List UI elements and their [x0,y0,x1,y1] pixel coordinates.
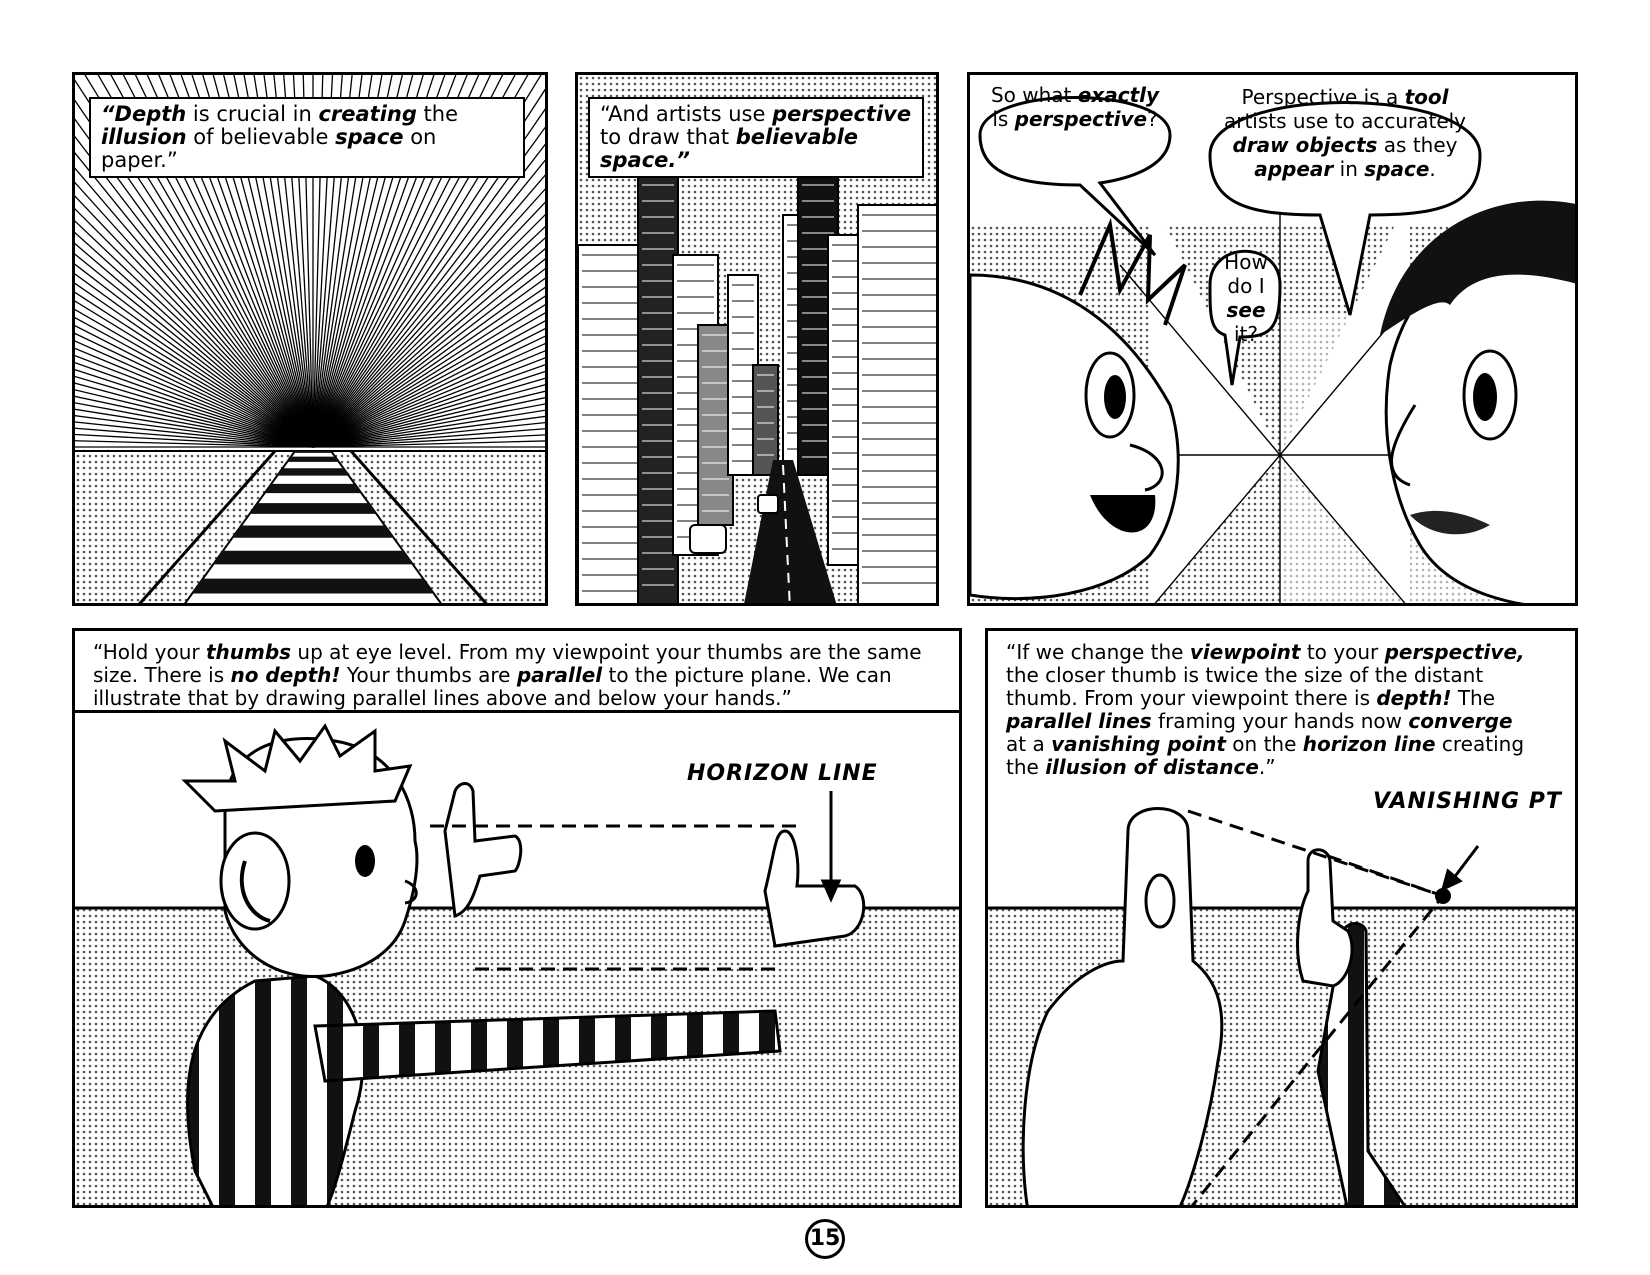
text-run: on paper.” [101,125,437,172]
vanishing-point-label: VANISHING PT [1373,789,1562,814]
emphasized-text: perspective [772,102,912,126]
caption-text [600,102,911,172]
emphasized-text: draw objects [1232,133,1378,157]
boy-thumbs-illustration [75,631,962,1208]
page-number: 15 [805,1219,845,1259]
emphasized-text: “Depth [101,102,187,126]
panel-depth [72,72,548,606]
text-run: The [1451,686,1496,710]
emphasized-text: believable space.” [600,125,859,172]
caption-text [1006,640,1525,779]
text-run: to draw that [600,125,736,149]
bubble-text [991,83,1159,131]
emphasized-text: illusion [101,125,187,149]
text-run: to the picture plane. We can illustrate that by drawing parallel lines above and below your hands.” [93,663,892,710]
text-run: as they [1377,133,1458,157]
text-run: the [416,102,459,126]
text-run: creating the [1006,732,1525,779]
speech-bubble-question [990,83,1160,131]
speech-bubble-answer [1220,85,1470,181]
bubble-text [1224,250,1268,346]
text-run: .” [1258,755,1276,779]
text-run: at a [1006,732,1052,756]
speech-bubble-how [1218,250,1274,346]
emphasized-text: see [1226,298,1266,322]
emphasized-text: vanishing point [1051,732,1226,756]
emphasized-text: depth! [1376,686,1452,710]
emphasized-text: tool [1404,85,1449,109]
panel-city [575,72,939,606]
emphasized-text: appear [1254,157,1334,181]
emphasized-text: parallel [516,663,603,687]
text-run: “And artists use [600,102,773,126]
emphasized-text: exactly [1077,83,1160,107]
caption-text [101,102,458,172]
text-run: is [992,107,1015,131]
emphasized-text: illusion of distance [1045,755,1259,779]
caption-thumbs [75,631,959,713]
emphasized-text: thumbs [205,640,292,664]
emphasized-text: space [1364,157,1430,181]
text-run: “Hold your [93,640,206,664]
emphasized-text: perspective [1014,107,1148,131]
caption-text [93,640,922,710]
text-run: Your thumbs are [340,663,517,687]
panel-faces [967,72,1578,606]
text-run: “If we change the [1006,640,1190,664]
caption-perspective-thumbs [988,631,1548,789]
emphasized-text: converge [1408,709,1513,733]
text-run: it? [1233,322,1258,346]
text-run: up at eye level. From my viewpoint your thumbs are the same size. There is [93,640,922,687]
text-run: ? [1147,107,1158,131]
emphasized-text: space [335,125,404,149]
emphasized-text: no depth! [230,663,341,687]
panel-thumbs-parallel [72,628,962,1208]
text-run: artists use to accurately [1223,109,1467,133]
emphasized-text: creating [318,102,417,126]
text-run: in [1333,157,1365,181]
text-run: So what [990,83,1078,107]
text-run: of believable [186,125,336,149]
text-run: on the [1225,732,1303,756]
caption-depth [89,97,525,178]
bubble-text [1224,85,1466,181]
text-run: is crucial in [186,102,319,126]
emphasized-text: viewpoint [1189,640,1301,664]
text-run: framing your hands now [1151,709,1409,733]
emphasized-text: perspective, [1384,640,1525,664]
horizon-line-label: HORIZON LINE [687,761,878,786]
text-run: . [1429,157,1436,181]
text-run: How do I [1224,250,1268,298]
caption-perspective [588,97,924,178]
panel-thumbs-perspective [985,628,1578,1208]
text-run: Perspective is a [1241,85,1405,109]
text-run: the closer thumb is twice the size of the distant thumb. From your viewpoint there is [1006,663,1484,710]
emphasized-text: horizon line [1302,732,1436,756]
emphasized-text: parallel lines [1006,709,1152,733]
text-run: to your [1300,640,1385,664]
